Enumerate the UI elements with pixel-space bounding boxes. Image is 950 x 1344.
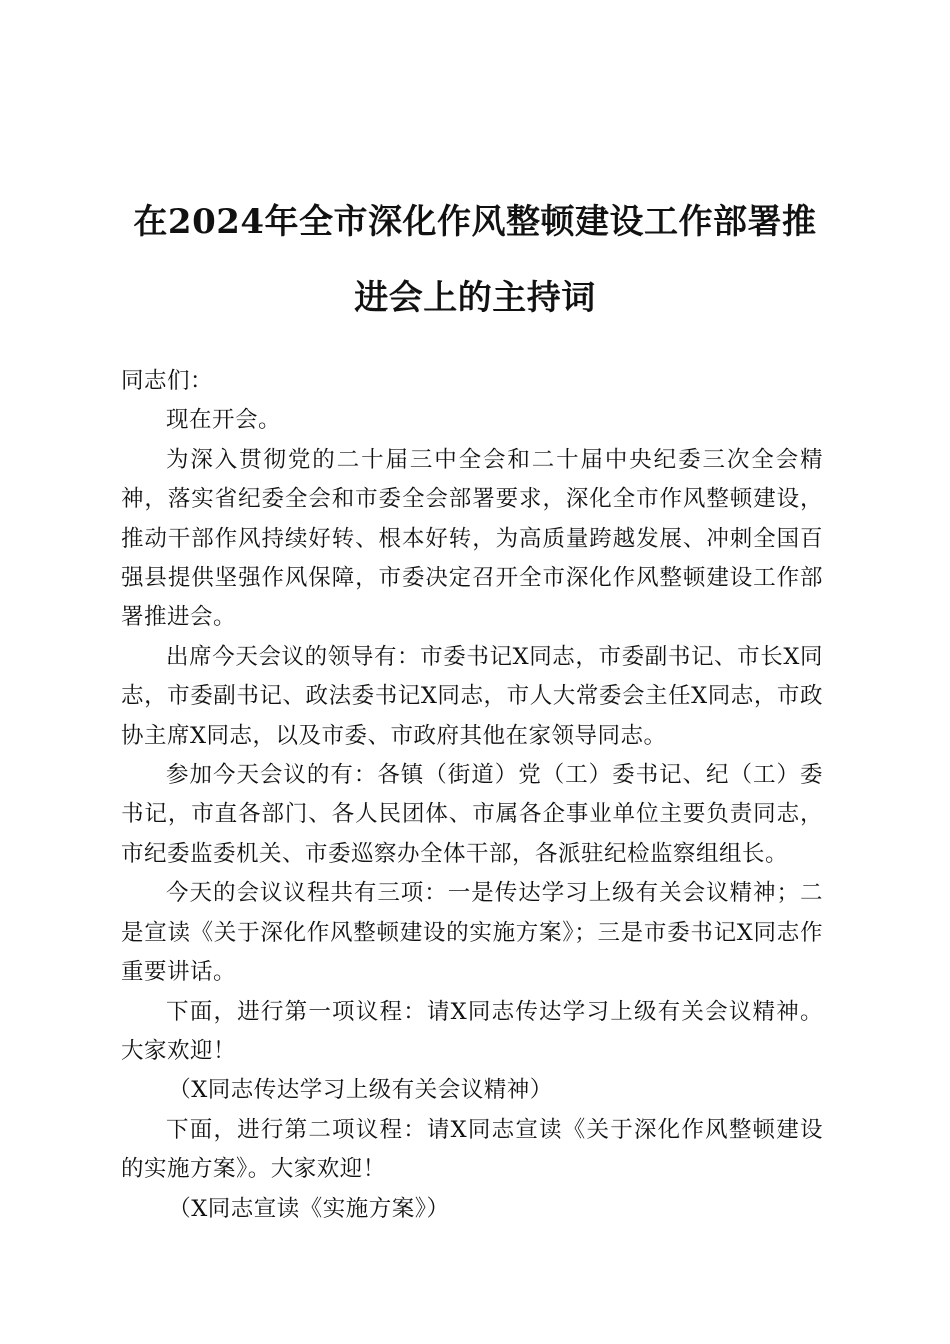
- title-line-1: 在2024年全市深化作风整顿建设工作部署推: [133, 202, 817, 242]
- paragraph-agenda: 今天的会议议程共有三项：一是传达学习上级有关会议精神；二是宣读《关于深化作风整顿建设的实施方案》；三是市委书记X同志作重要讲话。: [121, 880, 823, 986]
- stage-note-item-one: （X同志传达学习上级有关会议精神）: [168, 1077, 553, 1104]
- paragraph-attendees: 参加今天会议的有：各镇（街道）党（工）委书记、纪（工）委书记，市直各部门、各人民团体、市属各企事业单位主要负责同志，市纪委监委机关、市委巡察办全体干部，各派驻纪检监察组组长。: [121, 762, 823, 867]
- document-body: [121, 362, 823, 1229]
- paragraph-leaders: 出席今天会议的领导有：市委书记X同志，市委副书记、市长X同志，市委副书记、政法委书记X同志，市人大常委会主任X同志，市政协主席X同志，以及市委、市政府其他在家领导同志。: [121, 643, 823, 749]
- salutation: 同志们：: [121, 368, 214, 394]
- paragraph-item-two: 下面，进行第二项议程：请X同志宣读《关于深化作风整顿建设的实施方案》。大家欢迎！: [121, 1116, 823, 1183]
- document-title: [110, 184, 840, 336]
- paragraph-opening: 现在开会。: [166, 407, 282, 434]
- paragraph-purpose: 为深入贯彻党的二十届三中全会和二十届中央纪委三次全会精神，落实省纪委全会和市委全会部署要求，深化全市作风整顿建设，推动干部作风持续好转、根本好转，为高质量跨越发展、冲刺全国百强县提供坚强作风保障，市委决定召开全市深化作风整顿建设工作部署推进会。: [121, 446, 823, 631]
- title-line-2: 进会上的主持词: [354, 278, 596, 318]
- paragraph-item-one: 下面，进行第一项议程：请X同志传达学习上级有关会议精神。大家欢迎！: [121, 998, 823, 1064]
- stage-note-item-two: （X同志宣读《实施方案》）: [168, 1195, 450, 1222]
